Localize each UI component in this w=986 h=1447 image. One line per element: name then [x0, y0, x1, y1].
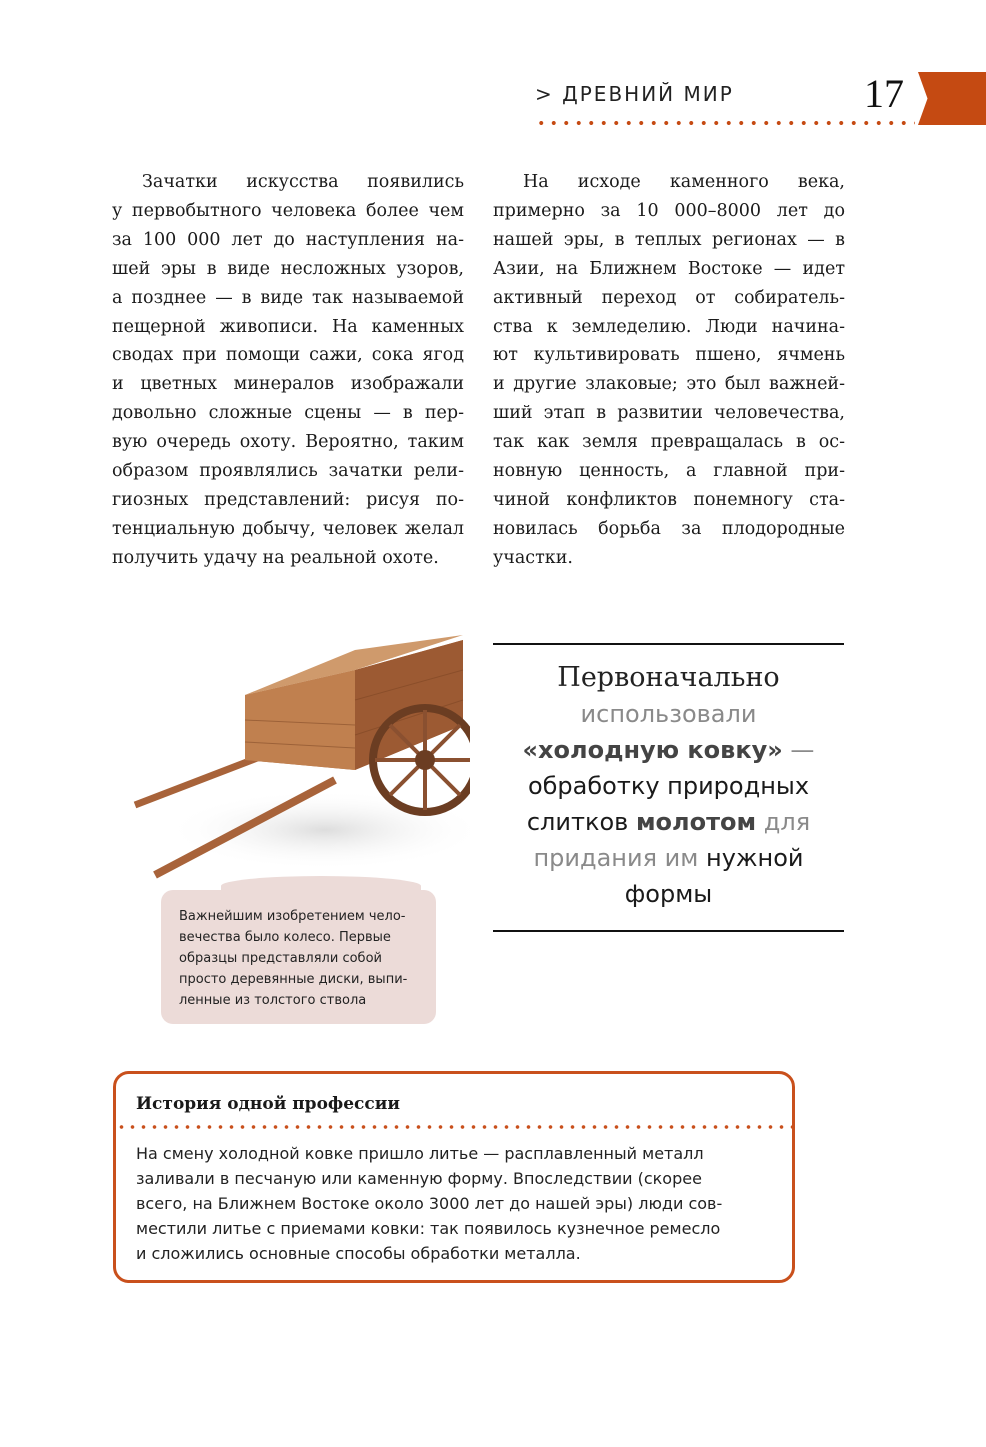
text-line: нашей эры, в теплых регионах — в [493, 229, 845, 250]
caption-line: просто деревянные диски, выпи- [179, 972, 408, 987]
quote-text: для [756, 808, 811, 836]
box-title: История одной профессии [136, 1094, 400, 1114]
text-line: ют культивировать пшено, ячмень [493, 345, 845, 366]
text-line: за 100 000 лет до наступления на- [112, 229, 464, 250]
text-line: довольно сложные сцены — в пер- [112, 403, 464, 424]
caption-line: Важнейшим изобретением чело- [179, 909, 406, 924]
text-line: и другие злаковые; это был важней- [493, 374, 845, 395]
text-line: вую очередь охоту. Вероятно, таким [112, 432, 464, 453]
text-line: шей эры в виде несложных узоров, [112, 258, 464, 279]
text-line: так как земля превращалась в ос- [493, 432, 845, 453]
text-line: ший этап в развитии человечества, [493, 403, 845, 424]
box-line: На смену холодной ковке пришло литье — расплавленный металл [136, 1144, 704, 1163]
section-title: > ДРЕВНИЙ МИР [535, 82, 734, 106]
quote-text: придания им [533, 844, 706, 872]
quote-text: слитков [526, 808, 636, 836]
page-flag [918, 72, 986, 125]
text-line: чиной конфликтов понемногу ста- [493, 489, 845, 510]
text-line: тенциальную добычу, человек желал [112, 518, 464, 539]
box-text [136, 1141, 722, 1266]
quote-line: обработку природных [527, 772, 810, 800]
box-line: всего, на Ближнем Востоке около 3000 лет до нашей эры) люди сов- [136, 1194, 723, 1213]
caption-line: вечества было колесо. Первые [179, 930, 391, 945]
text-line: новную ценность, а главной при- [493, 461, 845, 482]
text-line: участки. [493, 547, 573, 568]
text-line: сводах при помощи сажи, сока ягод [112, 345, 464, 366]
text-line: примерно за 10 000–8000 лет до [493, 200, 845, 221]
quote-line: Первоначально [557, 662, 780, 693]
box-line: заливали в песчаную или каменную форму. Впоследствии (скорее [136, 1169, 702, 1188]
text-line: и цветных минералов изображали [112, 374, 464, 395]
quote-emphasis: «холодную ковку» [522, 736, 783, 764]
text-line: новилась борьба за плодородные [493, 518, 845, 539]
page-number: 17 [864, 71, 904, 116]
text-column-left [112, 168, 464, 573]
quote-emphasis: молотом [635, 808, 757, 836]
box-line: и сложились основные способы обработки металла. [136, 1244, 581, 1263]
quote-dash: — [782, 736, 815, 764]
sidebar-box [113, 1071, 795, 1283]
text-line: пещерной живописи. На каменных [112, 316, 464, 337]
text-line: у первобытного человека более чем [112, 200, 464, 221]
box-divider [116, 1124, 792, 1130]
text-line: гиозных представлений: рисуя по- [112, 489, 464, 510]
text-column-right [493, 168, 845, 573]
text-line: ства к земледелию. Люди начина- [493, 316, 845, 337]
text-line: Зачатки искусства появились [142, 172, 464, 192]
header-divider [535, 120, 915, 126]
cart-image [125, 630, 470, 880]
text-line: получить удачу на реальной охоте. [112, 547, 439, 568]
box-line: местили литье с приемами ковки: так появилось кузнечное ремесло [136, 1219, 721, 1238]
quote-line: формы [624, 880, 713, 908]
pull-quote [493, 643, 844, 932]
text-line: а позднее — в виде так называемой [112, 287, 464, 308]
text-line: образом проявлялись зачатки рели- [112, 461, 464, 482]
caption-line: ленные из толстого ствола [179, 993, 367, 1008]
quote-line: использовали [580, 700, 757, 728]
text-line: Азии, на Ближнем Востоке — идет [493, 258, 845, 279]
quote-text: нужной [706, 844, 804, 872]
caption-line: образцы представляли собой [179, 951, 382, 966]
text-line: активный переход от собиратель- [493, 287, 845, 308]
text-line: На исходе каменного века, [523, 172, 845, 192]
image-caption [161, 890, 436, 1024]
